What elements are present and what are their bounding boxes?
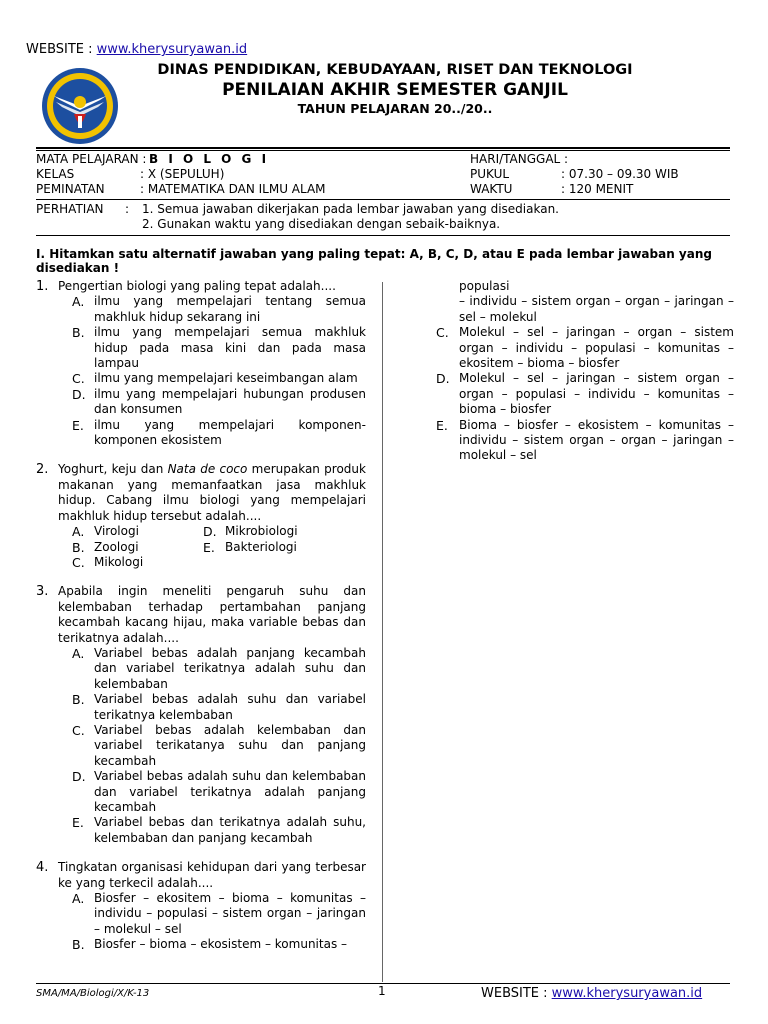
question-stem: Apabila ingin meneliti pengaruh suhu dan kelembaban terhadap pertambahan panjang kecambah kacang hijau, maka variable bebas dan terikatnya adalah.... xyxy=(58,584,366,645)
question-1 xyxy=(36,279,366,448)
question-3 xyxy=(36,584,366,846)
option-text: Biosfer – bioma – ekosistem – komunitas – xyxy=(94,937,348,952)
option-4b[interactable] xyxy=(58,937,366,952)
option-3d[interactable] xyxy=(58,769,366,815)
website-line-bottom xyxy=(481,986,702,1001)
perhatian-rule xyxy=(36,235,730,236)
option-text: Variabel bebas adalah kelembaban dan variabel terikatanya suhu dan panjang kecambah xyxy=(94,722,366,768)
option-4a[interactable] xyxy=(58,891,366,937)
option-letter: C. xyxy=(72,554,85,570)
kelas-label: KELAS xyxy=(36,167,75,181)
question-stem: Pengertian biologi yang paling tepat adalah.... xyxy=(58,279,336,293)
question-number: 1. xyxy=(36,279,49,294)
option-text: ilmu yang mempelajari semua makhluk hidup pada masa kini dan pada masa lampau xyxy=(94,325,366,371)
perhatian-block xyxy=(0,0,768,240)
option-3e[interactable] xyxy=(58,815,366,846)
option-letter: E. xyxy=(436,417,448,433)
option-4c[interactable] xyxy=(436,325,734,371)
option-letter: C. xyxy=(72,722,85,738)
perhatian-item-1: 1. Semua jawaban dikerjakan pada lembar jawaban yang disediakan. xyxy=(142,202,559,216)
right-column xyxy=(436,279,734,464)
option-1e[interactable] xyxy=(58,418,366,449)
option-4b-continuation: – individu – sistem organ – organ – jaringan – sel – molekul xyxy=(459,294,734,324)
perhatian-colon: : xyxy=(125,202,130,216)
option-text: Mikrobiologi xyxy=(225,524,298,539)
website-label: WEBSITE : xyxy=(481,986,552,1001)
option-2e[interactable] xyxy=(203,540,366,555)
option-text: ilmu yang mempelajari hubungan produsen dan konsumen xyxy=(94,386,366,417)
question-4 xyxy=(36,860,366,952)
page-number: 1 xyxy=(378,984,386,998)
option-letter: D. xyxy=(72,769,86,785)
option-letter: A. xyxy=(72,891,85,907)
option-text: Bioma – biosfer – ekosistem – komunitas – individu – sistem organ – organ – jaringan – molekul – sel xyxy=(459,417,734,463)
question-stem xyxy=(58,462,366,524)
waktu-value: : 120 MENIT xyxy=(561,182,634,196)
option-letter: A. xyxy=(72,645,85,661)
left-column xyxy=(36,279,366,967)
option-letter: B. xyxy=(72,937,85,953)
option-letter: A. xyxy=(72,524,85,540)
option-4e[interactable] xyxy=(436,418,734,464)
section-instruction: I. Hitamkan satu alternatif jawaban yang paling tepat: A, B, C, D, atau E pada lembar jawaban yang disediakan ! xyxy=(36,247,712,275)
option-3c[interactable] xyxy=(58,723,366,769)
option-3a[interactable] xyxy=(58,646,366,692)
option-letter: E. xyxy=(72,815,84,831)
option-2b[interactable] xyxy=(58,540,203,555)
question-2 xyxy=(36,462,366,570)
option-1d[interactable] xyxy=(58,387,366,418)
option-text: ilmu yang mempelajari tentang semua makhluk hidup sekarang ini xyxy=(94,294,366,324)
option-text: ilmu yang mempelajari keseimbangan alam xyxy=(94,371,358,386)
option-text: Zoologi xyxy=(94,539,139,554)
option-letter: B. xyxy=(72,692,85,708)
pukul-label: PUKUL xyxy=(470,167,510,181)
peminatan-value: : MATEMATIKA DAN ILMU ALAM xyxy=(140,182,326,196)
website-link-top[interactable]: www.kherysuryawan.id xyxy=(96,42,248,57)
option-2a[interactable] xyxy=(58,524,203,539)
perhatian-label: PERHATIAN xyxy=(36,202,104,216)
waktu-label: WAKTU xyxy=(470,182,513,196)
option-text: Biosfer – ekositem – bioma – komunitas – individu – populasi – sistem organ – jaringan – molekul – sel xyxy=(94,891,366,936)
option-letter: E. xyxy=(72,417,84,433)
website-label: WEBSITE : xyxy=(26,42,97,57)
pukul-value: : 07.30 – 09.30 WIB xyxy=(561,167,679,181)
options-grid xyxy=(58,524,366,570)
perhatian-item-2: 2. Gunakan waktu yang disediakan dengan sebaik-baiknya. xyxy=(142,217,501,231)
option-text: ilmu yang mempelajari komponen-komponen ekosistem xyxy=(94,417,366,448)
question-number: 3. xyxy=(36,584,49,600)
option-letter: B. xyxy=(72,539,85,555)
option-letter: C. xyxy=(436,325,449,341)
option-1b[interactable] xyxy=(58,325,366,371)
question-number: 2. xyxy=(36,462,49,478)
peminatan-label: PEMINATAN xyxy=(36,182,105,196)
stem-text: Yoghurt, keju dan xyxy=(58,462,168,477)
option-text: Variabel bebas dan terikatnya adalah suhu, kelembaban dan panjang kecambah xyxy=(94,815,366,845)
option-3b[interactable] xyxy=(58,692,366,723)
option-letter: C. xyxy=(72,371,85,387)
option-4d[interactable] xyxy=(436,371,734,417)
option-letter: B. xyxy=(72,325,85,341)
footer-code: SMA/MA/Biologi/X/K-13 xyxy=(36,988,150,999)
question-number: 4. xyxy=(36,860,49,876)
option-text: Mikologi xyxy=(94,554,144,569)
kelas-value: : X (SEPULUH) xyxy=(140,167,225,181)
column-divider xyxy=(382,282,383,982)
option-text: Variabel bebas adalah panjang kecambah dan variabel terikatnya adalah suhu dan kelembaban xyxy=(94,645,366,691)
hari-label: HARI/TANGGAL : xyxy=(470,152,569,166)
option-text: Virologi xyxy=(94,524,139,539)
option-2c[interactable] xyxy=(58,555,203,570)
option-text: Variabel bebas adalah suhu dan kelembaban dan variabel terikatnya adalah panjang kecambah xyxy=(94,769,366,814)
website-link-bottom[interactable]: www.kherysuryawan.id xyxy=(551,986,703,1001)
mapel-label: MATA PELAJARAN : xyxy=(36,152,147,166)
header-agency: DINAS PENDIDIKAN, KEBUDAYAAN, RISET DAN TEKNOLOGI xyxy=(157,62,633,78)
mapel-value: B I O L O G I xyxy=(149,152,270,166)
stem-italic-term: Nata de coco xyxy=(167,462,248,477)
question-stem: Tingkatan organisasi kehidupan dari yang terbesar ke yang terkecil adalah.... xyxy=(58,860,366,890)
option-letter: D. xyxy=(203,524,217,540)
option-letter: A. xyxy=(72,294,85,310)
option-letter: E. xyxy=(203,539,215,555)
option-2d[interactable] xyxy=(203,524,366,539)
option-text: Molekul – sel – jaringan – organ – sistem organ – individu – populasi – komunitas – ekositem – bioma – biosfer xyxy=(459,325,734,371)
option-letter: D. xyxy=(436,371,450,387)
option-1a[interactable] xyxy=(58,294,366,325)
option-4b-continuation-head: populasi xyxy=(459,279,510,293)
stem-text: merupakan produk makanan yang memanfaatkan jasa makhluk hidup. Cabang ilmu biologi yang mempelajari makhluk hidup tersebut adalah.... xyxy=(58,462,366,523)
header-exam-title: PENILAIAN AKHIR SEMESTER GANJIL xyxy=(222,80,568,100)
option-text: Bakteriologi xyxy=(225,539,297,554)
option-1c[interactable] xyxy=(58,371,366,386)
option-text: Molekul – sel – jaringan – sistem organ – organ – populasi – individu – komunitas – bioma – biosfer xyxy=(459,371,734,417)
header-year: TAHUN PELAJARAN 20../20.. xyxy=(297,101,493,116)
option-letter: D. xyxy=(72,386,86,402)
option-text: Variabel bebas adalah suhu dan variabel terikatnya kelembaban xyxy=(94,692,366,722)
